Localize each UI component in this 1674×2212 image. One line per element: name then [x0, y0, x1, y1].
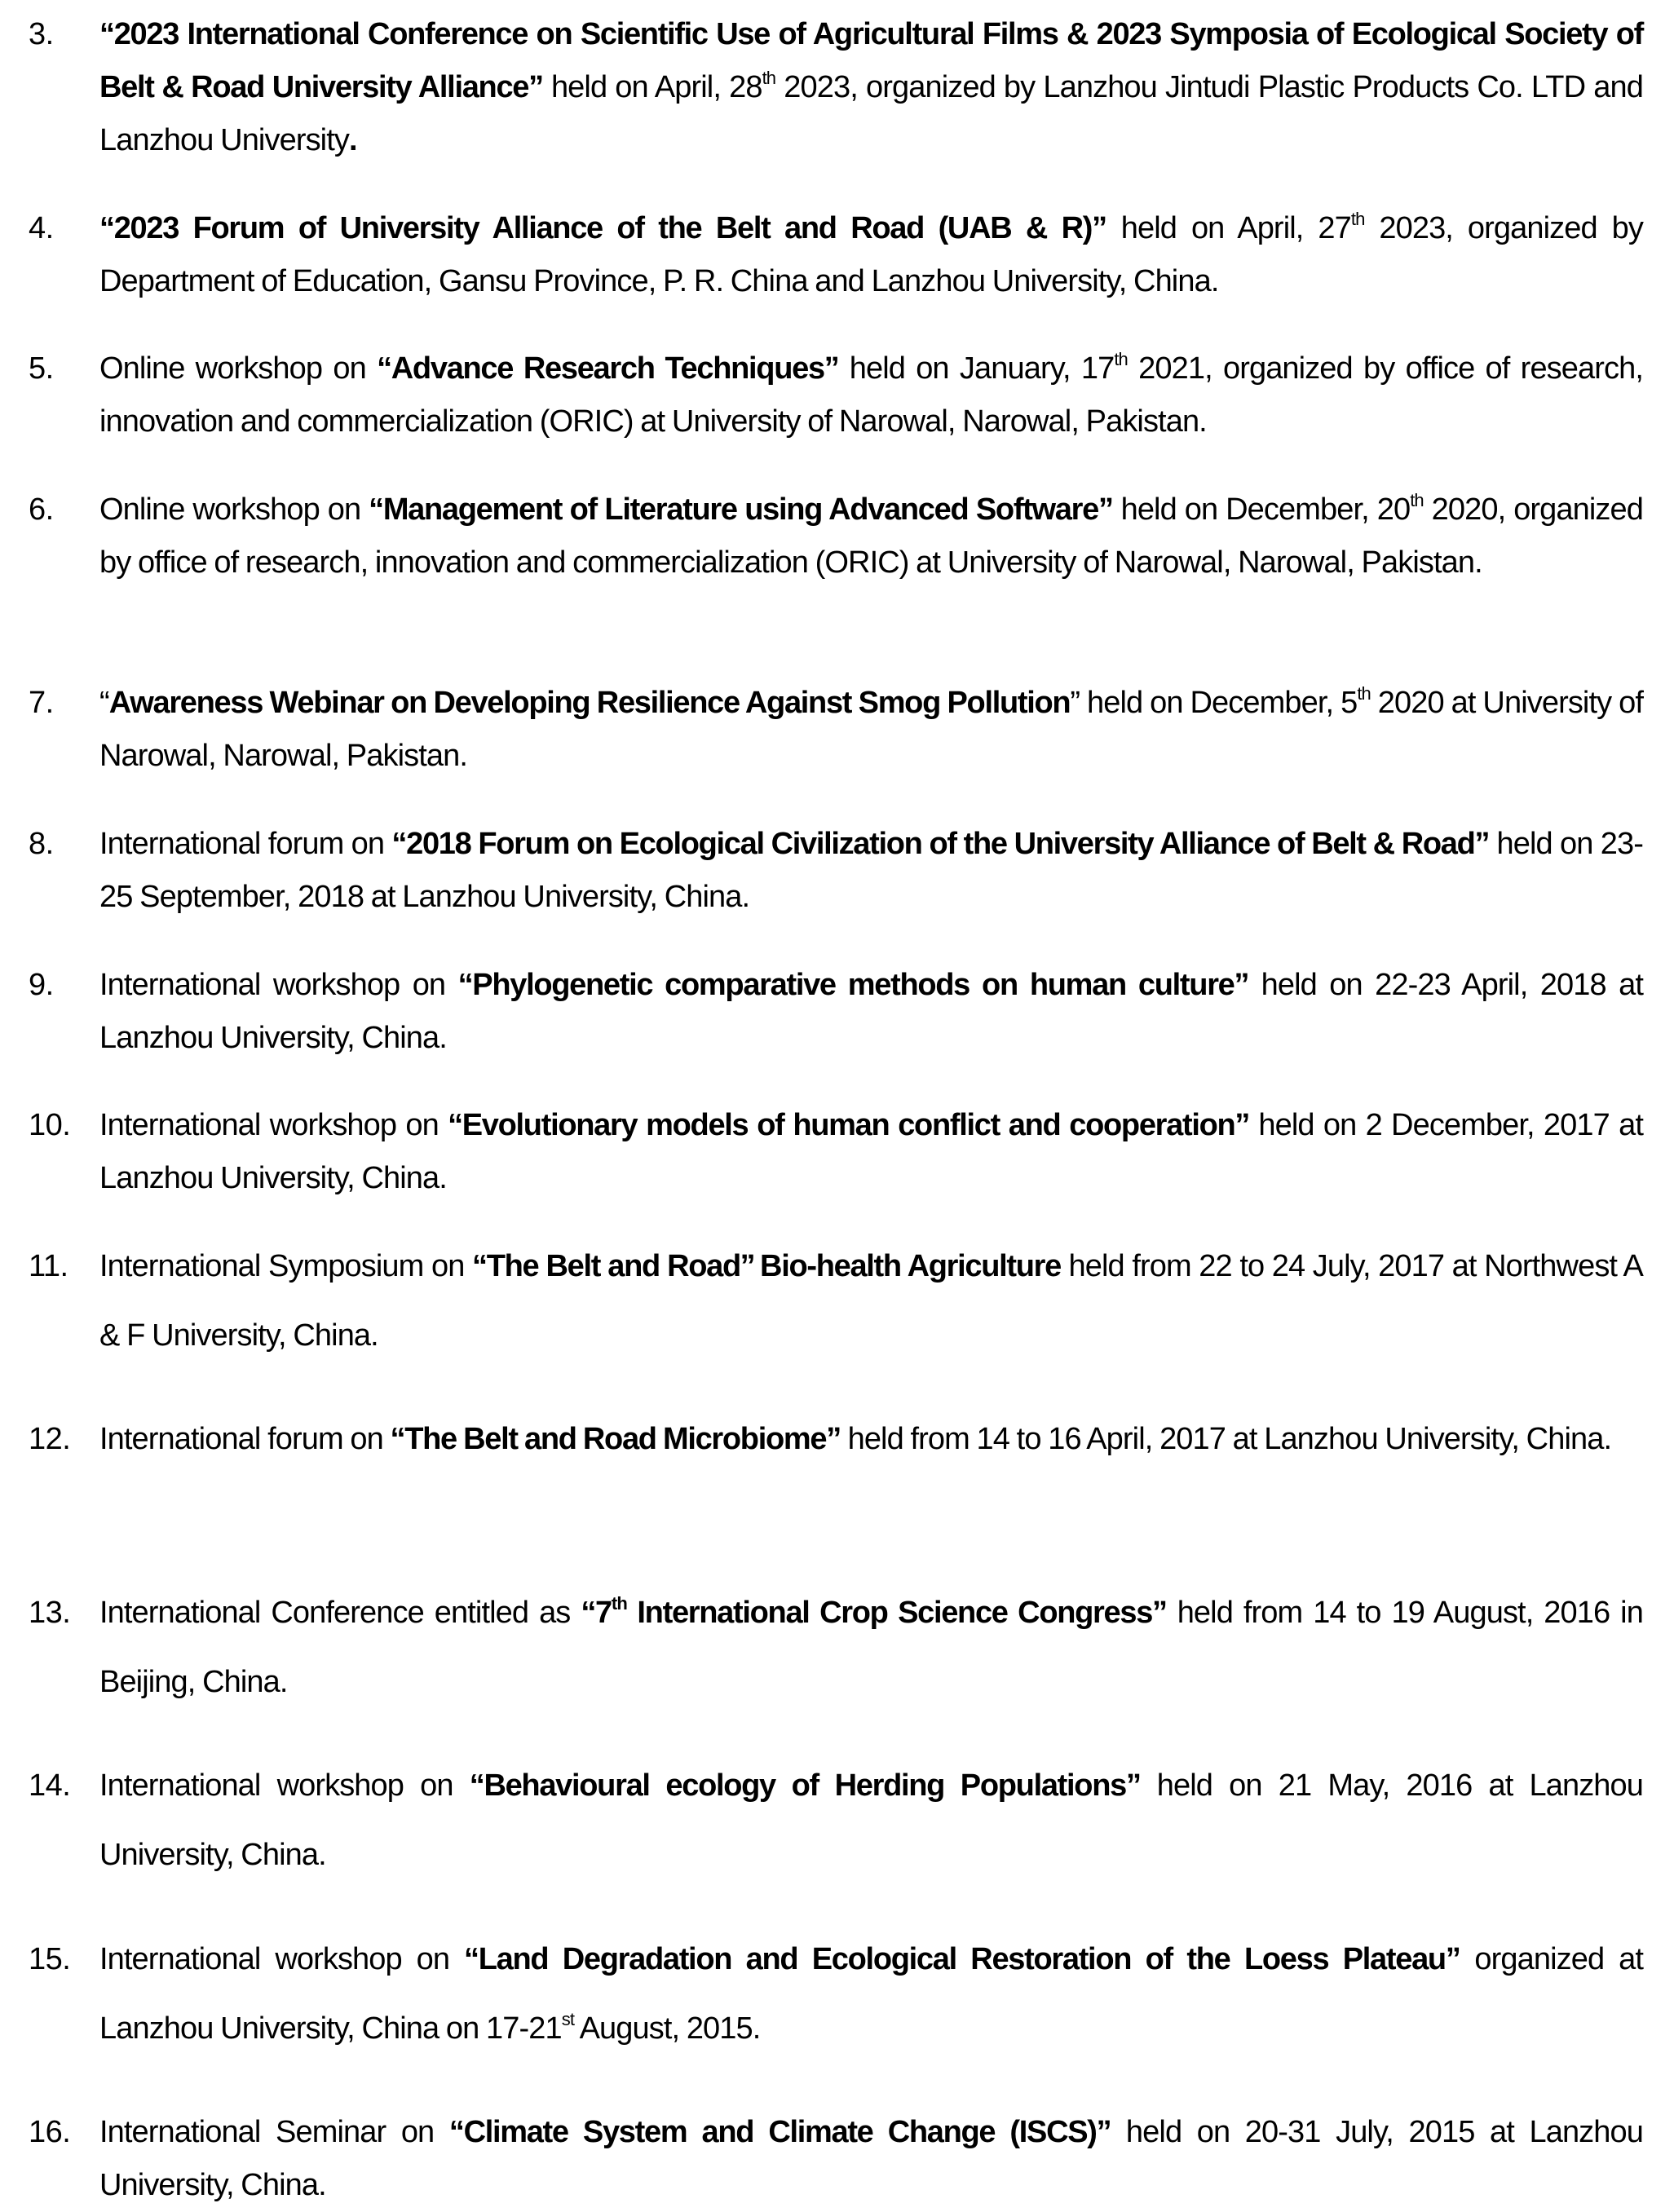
item-number: 8.: [29, 827, 54, 861]
event-title: “Behavioural ecology of Herding Populations”: [469, 1768, 1141, 1803]
item-text: International Conference entitled as “7th International Crop Science Congress” held from 14 to 19 August, 2016 in Beijing, China.: [99, 1593, 1643, 1699]
item-text: International workshop on “Behavioural ecology of Herding Populations” held on 21 May, 2016 at Lanzhou University, China.: [99, 1768, 1643, 1872]
item-number: 9.: [29, 968, 54, 1002]
item-text: Online workshop on “Advance Research Techniques” held on January, 17th 2021, organized by office of research, innovation and commercialization (ORIC) at University of Narowal, Narowal, Pakistan.: [99, 349, 1643, 439]
event-title: “2018 Forum on Ecological Civilization of the University Alliance of Belt & Road”: [391, 827, 1490, 861]
event-title: “Climate System and Climate Change (ISCS)”: [448, 2115, 1111, 2149]
item-text: International workshop on “Land Degradation and Ecological Restoration of the Loess Plateau” organized at Lanzhou University, China on 17-21st August, 2015.: [99, 1942, 1643, 2046]
item-number: 14.: [29, 1768, 71, 1803]
item-number: 3.: [29, 17, 54, 51]
item-text: International forum on “The Belt and Road Microbiome” held from 14 to 16 April, 2017 at Lanzhou University, China.: [99, 1422, 1612, 1456]
item-number: 12.: [29, 1422, 71, 1456]
event-title: “Management of Literature using Advanced Software”: [369, 492, 1113, 527]
event-title: “2023 International Conference on Scientific Use of Agricultural Films & 2023 Symposia of Ecological Society of Belt & Road University Alliance”: [99, 17, 1643, 104]
item-text: Online workshop on “Management of Literature using Advanced Software” held on December, 20th 2020, organized by office of research, innovation and commercialization (ORIC) at University of Narowal, Narowal, Pakistan.: [99, 490, 1643, 580]
item-number: 11.: [29, 1249, 68, 1283]
item-number: 5.: [29, 351, 54, 386]
item-number: 13.: [29, 1596, 71, 1630]
item-number: 15.: [29, 1942, 71, 1976]
event-title: “The Belt and Road Microbiome”: [390, 1422, 841, 1456]
event-title: “7: [581, 1596, 612, 1630]
item-number: 10.: [29, 1108, 71, 1142]
event-title: “Land Degradation and Ecological Restoration of the Loess Plateau”: [464, 1942, 1460, 1976]
item-text: International workshop on “Phylogenetic comparative methods on human culture” held on 22-23 April, 2018 at Lanzhou University, China.: [99, 968, 1643, 1055]
event-title: “Evolutionary models of human conflict and cooperation”: [448, 1108, 1250, 1142]
event-title: Awareness Webinar on Developing Resilience Against Smog Pollution: [108, 686, 1071, 720]
item-number: 6.: [29, 492, 54, 527]
item-text: “2023 Forum of University Alliance of the Belt and Road (UAB & R)” held on April, 27th 2023, organized by Department of Education, Gansu Province, P. R. China and Lanzhou University, China.: [99, 209, 1643, 298]
item-text: International Seminar on “Climate System and Climate Change (ISCS)” held on 20-31 July, 2015 at Lanzhou University, China.: [99, 2115, 1643, 2202]
event-title: “Advance Research Techniques”: [377, 351, 839, 386]
event-title: “The Belt and Road’’ Bio-health Agriculture: [472, 1249, 1061, 1283]
item-number: 16.: [29, 2115, 71, 2149]
event-title: “2023 Forum of University Alliance of the Belt and Road (UAB & R)”: [99, 211, 1106, 245]
item-number: 4.: [29, 211, 54, 245]
item-text: International Symposium on “The Belt and Road’’ Bio-health Agriculture held from 22 to 24 July, 2017 at Northwest A & F University, China.: [99, 1249, 1643, 1353]
item-text: “2023 International Conference on Scientific Use of Agricultural Films & 2023 Symposia of Ecological Society of Belt & Road University Alliance” held on April, 28th 2023, organized by Lanzhou Jintudi Plastic Products Co. LTD and Lanzhou University.: [99, 17, 1643, 157]
event-title: “Phylogenetic comparative methods on human culture”: [457, 968, 1249, 1002]
item-text: “Awareness Webinar on Developing Resilience Against Smog Pollution” held on December, 5th 2020 at University of Narowal, Narowal, Pakistan.: [99, 683, 1644, 773]
item-number: 7.: [29, 686, 54, 720]
item-text: International workshop on “Evolutionary models of human conflict and cooperation” held on 2 December, 2017 at Lanzhou University, China.: [99, 1108, 1643, 1195]
item-text: International forum on “2018 Forum on Ecological Civilization of the University Alliance of Belt & Road” held on 23-25 September, 2018 at Lanzhou University, China.: [99, 827, 1643, 914]
